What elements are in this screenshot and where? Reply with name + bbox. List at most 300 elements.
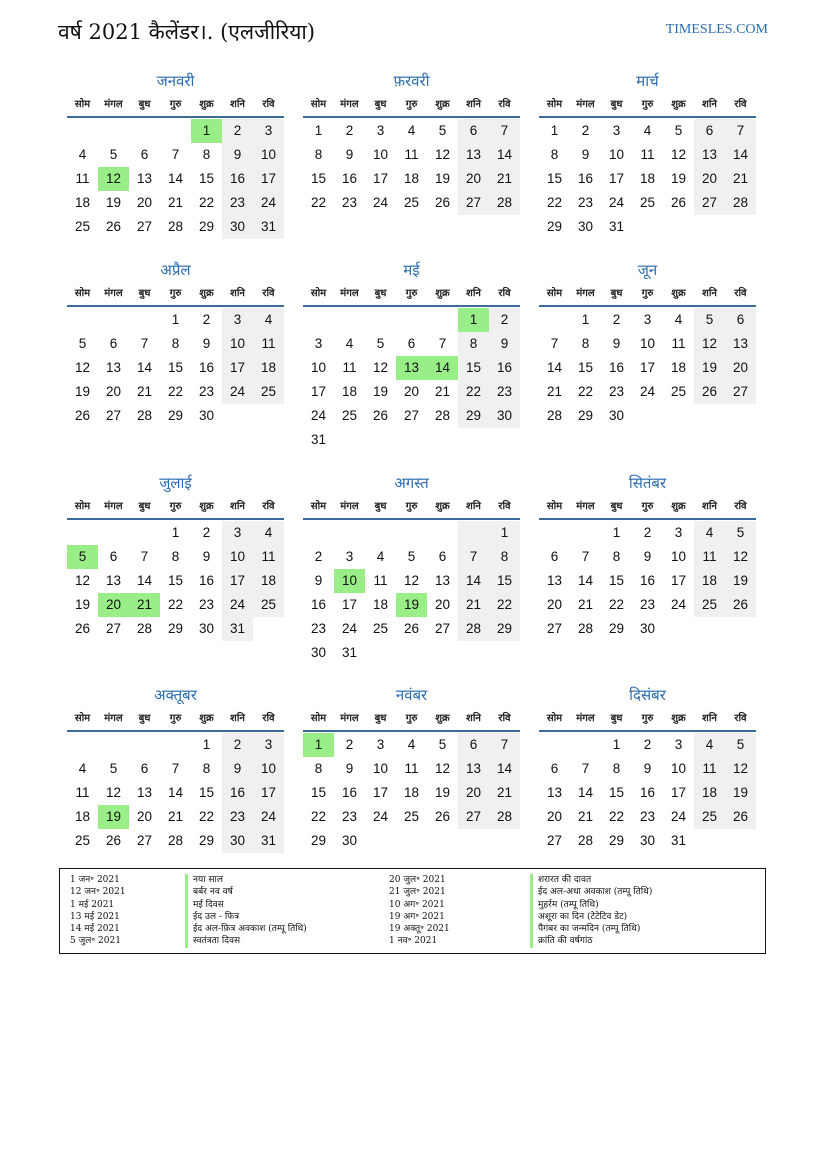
day-cell: 2 [222,119,253,143]
day-cell: 9 [643,549,652,564]
day-grid [303,732,520,852]
day-cell: 31 [253,215,284,239]
month-7 [67,472,284,640]
day-cell: 29 [546,219,563,234]
weekday-label: गुरु [641,501,654,512]
day-cell: 3 [253,119,284,143]
weekday-label: शनि [230,501,245,512]
legend-holiday-name: स्वतंत्रता दिवस [185,935,307,947]
day-cell: 1 [581,312,590,327]
day-cell: 15 [198,171,215,186]
month-name: फ़रवरी [393,72,430,90]
day-cell: 23 [341,809,358,824]
day-cell: 21 [577,809,594,824]
day-cell: 30 [341,833,358,848]
weekday-label: गुरु [169,501,182,512]
day-cell: 1 [171,525,180,540]
month-3 [539,70,756,238]
weekday-label: शनि [230,713,245,724]
day-cell: 9 [345,147,354,162]
legend-holiday-name: मुहर्रम (तम्पू तिथि) [530,899,652,911]
weekday-label: शनि [702,288,717,299]
weekday-label: रवि [734,501,747,512]
day-cell: 28 [167,833,184,848]
day-cell: 7 [489,119,520,143]
month-12 [539,684,756,852]
day-grid [303,520,520,664]
legend-date: 1 मई 2021 [70,899,115,910]
day-cell: 21 [489,167,520,191]
day-cell: 25 [694,593,725,617]
month-8 [303,472,520,664]
weekday-label: गुरु [641,288,654,299]
day-cell: 14 [136,573,153,588]
day-cell: 16 [310,597,327,612]
day-cell: 11 [404,761,419,776]
day-grid [303,118,520,214]
day-cell: 16 [489,356,520,380]
day-cell: 16 [608,360,625,375]
day-cell: 29 [198,833,215,848]
day-cell: 13 [546,785,563,800]
day-cell: 14 [577,573,594,588]
weekday-label: बुध [374,288,387,299]
weekday-label: मंगल [576,501,595,512]
day-cell: 27 [725,380,756,404]
day-cell: 15 [198,785,215,800]
day-cell: 26 [725,805,756,829]
day-cell: 27 [546,833,563,848]
day-cell: 21 [489,781,520,805]
day-cell: 11 [253,332,284,356]
day-cell: 11 [694,545,725,569]
day-cell: 20 [105,384,122,399]
day-cell: 8 [581,336,590,351]
day-cell: 2 [222,733,253,757]
day-grid [67,732,284,852]
day-cell: 18 [694,569,725,593]
day-cell: 24 [372,809,389,824]
day-cell: 7 [581,549,590,564]
day-cell: 10 [639,336,656,351]
day-cell: 17 [670,573,687,588]
holiday-day: 5 [67,545,98,569]
day-cell: 10 [670,761,687,776]
day-cell: 24 [253,191,284,215]
day-cell: 18 [403,785,420,800]
day-cell: 16 [341,171,358,186]
weekday-label: मंगल [576,713,595,724]
day-cell: 18 [403,171,420,186]
day-cell: 26 [105,833,122,848]
weekday-label: सोम [74,99,91,110]
weekday-label: सोम [546,713,563,724]
day-cell: 29 [577,408,594,423]
day-cell: 5 [725,733,756,757]
day-cell: 8 [171,549,180,564]
legend-left-names [185,874,307,948]
day-cell: 27 [136,833,153,848]
day-cell: 11 [404,147,419,162]
day-cell: 28 [546,408,563,423]
weekday-label: बुध [610,288,623,299]
weekday-label: रवि [498,99,511,110]
day-cell: 26 [725,593,756,617]
day-cell: 14 [136,360,153,375]
legend-date: 1 जन॰ 2021 [70,875,120,885]
day-cell: 13 [546,573,563,588]
weekday-label: सोम [310,713,327,724]
day-cell: 7 [725,119,756,143]
day-cell: 23 [639,809,656,824]
day-cell: 22 [577,384,594,399]
day-cell: 28 [136,621,153,636]
weekday-label: मंगल [340,501,359,512]
day-cell: 26 [434,195,451,210]
holiday-day: 1 [191,119,222,143]
day-cell: 29 [458,404,489,428]
day-cell: 25 [341,408,358,423]
day-cell: 3 [222,521,253,545]
day-cell: 23 [577,195,594,210]
weekday-label: सोम [310,99,327,110]
weekday-label: गुरु [169,99,182,110]
holiday-day: 1 [303,733,334,757]
weekday-header [303,496,520,520]
day-cell: 28 [725,191,756,215]
day-cell: 13 [136,171,153,186]
day-cell: 22 [167,597,184,612]
legend-holiday-name: अशूरा का दिन (टेटेटिव डेट) [530,911,652,923]
day-cell: 15 [310,785,327,800]
day-grid [303,307,520,451]
legend-holiday-name: नया साल [185,874,307,886]
day-cell: 16 [341,785,358,800]
day-cell: 12 [670,147,687,162]
weekday-label: बुध [374,501,387,512]
day-cell: 11 [75,171,90,186]
day-cell: 9 [222,143,253,167]
day-cell: 22 [310,195,327,210]
weekday-header [67,283,284,307]
weekday-label: रवि [498,288,511,299]
day-cell: 8 [171,336,180,351]
day-cell: 11 [75,785,90,800]
day-cell: 28 [577,621,594,636]
day-cell: 30 [198,621,215,636]
day-cell: 6 [725,308,756,332]
month-name: सितंबर [628,474,667,492]
day-cell: 4 [253,521,284,545]
month-11 [303,684,520,852]
weekday-label: बुध [374,713,387,724]
day-cell: 9 [202,549,211,564]
day-cell: 17 [608,171,625,186]
day-cell: 10 [253,143,284,167]
day-cell: 3 [314,336,323,351]
day-cell: 8 [458,332,489,356]
day-cell: 20 [725,356,756,380]
weekday-label: रवि [498,501,511,512]
day-cell: 28 [434,408,451,423]
weekday-label: गुरु [169,288,182,299]
weekday-label: गुरु [405,99,418,110]
day-cell: 2 [202,312,211,327]
weekday-label: शनि [230,288,245,299]
weekday-label: मंगल [576,99,595,110]
day-cell: 16 [639,785,656,800]
day-cell: 7 [458,545,489,569]
day-cell: 2 [612,312,621,327]
weekday-label: गुरु [405,501,418,512]
day-cell: 21 [546,384,563,399]
day-cell: 20 [458,167,489,191]
day-cell: 15 [608,785,625,800]
weekday-label: सोम [310,501,327,512]
day-cell: 6 [140,761,149,776]
day-cell: 24 [253,805,284,829]
day-cell: 7 [581,761,590,776]
day-cell: 3 [376,737,385,752]
legend-date: 20 जुल॰ 2021 [389,875,446,885]
day-cell: 28 [489,805,520,829]
day-cell: 8 [202,147,211,162]
day-cell: 17 [222,569,253,593]
day-cell: 4 [345,336,354,351]
day-cell: 25 [403,195,420,210]
weekday-label: शुक्र [199,288,214,299]
legend-date: 1 नव॰ 2021 [389,936,438,947]
day-cell: 31 [222,617,253,641]
day-cell: 14 [577,785,594,800]
day-cell: 12 [105,785,122,800]
day-cell: 9 [489,332,520,356]
weekday-label: मंगल [104,288,123,299]
day-cell: 11 [373,573,388,588]
day-cell: 30 [222,829,253,853]
legend-holiday-name: ईद उल - फित्र [185,911,307,923]
day-cell: 30 [489,404,520,428]
legend-date: 13 मई 2021 [70,911,120,922]
day-cell: 8 [612,761,621,776]
day-cell: 26 [74,621,91,636]
legend-date: 19 अग॰ 2021 [389,911,445,922]
day-cell: 3 [253,733,284,757]
holiday-day: 13 [396,356,427,380]
day-cell: 4 [253,308,284,332]
day-cell: 31 [341,645,358,660]
day-cell: 29 [608,621,625,636]
day-cell: 16 [577,171,594,186]
day-cell: 24 [222,593,253,617]
day-cell: 18 [74,809,91,824]
day-cell: 25 [694,805,725,829]
day-cell: 30 [577,219,594,234]
day-cell: 25 [253,593,284,617]
weekday-header [539,496,756,520]
day-grid [539,307,756,427]
day-cell: 4 [694,733,725,757]
weekday-label: बुध [138,713,151,724]
day-cell: 24 [608,195,625,210]
day-cell: 19 [434,785,451,800]
weekday-label: शनि [702,713,717,724]
day-cell: 25 [670,384,687,399]
weekday-header [303,283,520,307]
legend-holiday-name: पैगंबर का जन्मदिन (तम्पू तिथि) [530,923,652,935]
day-cell: 23 [341,195,358,210]
day-cell: 19 [725,569,756,593]
weekday-label: रवि [734,99,747,110]
day-cell: 14 [458,569,489,593]
day-cell: 2 [314,549,323,564]
day-cell: 21 [434,384,451,399]
day-cell: 13 [725,332,756,356]
day-cell: 1 [550,123,559,138]
day-cell: 5 [438,737,447,752]
day-cell: 6 [438,549,447,564]
day-cell: 22 [198,195,215,210]
day-cell: 29 [167,621,184,636]
day-cell: 2 [345,737,354,752]
day-cell: 17 [253,167,284,191]
day-cell: 26 [74,408,91,423]
weekday-label: रवि [734,713,747,724]
day-cell: 18 [253,356,284,380]
day-cell: 6 [407,336,416,351]
day-cell: 29 [608,833,625,848]
day-grid [67,118,284,238]
day-cell: 20 [694,167,725,191]
month-name: अप्रैल [160,261,191,279]
day-cell: 15 [608,573,625,588]
day-cell: 26 [105,219,122,234]
day-cell: 28 [136,408,153,423]
weekday-label: सोम [74,713,91,724]
legend-right-dates [389,874,450,948]
day-cell: 22 [198,809,215,824]
weekday-label: बुध [610,713,623,724]
day-cell: 6 [550,549,559,564]
day-cell: 24 [670,597,687,612]
day-cell: 28 [489,191,520,215]
day-grid [539,520,756,640]
month-9 [539,472,756,640]
weekday-label: शनि [466,713,481,724]
day-cell: 27 [403,408,420,423]
day-cell: 4 [78,761,87,776]
day-cell: 20 [136,195,153,210]
weekday-label: मंगल [340,713,359,724]
day-cell: 20 [136,809,153,824]
day-cell: 6 [140,147,149,162]
day-cell: 12 [434,147,451,162]
day-cell: 23 [222,191,253,215]
day-cell: 24 [310,408,327,423]
day-cell: 17 [372,785,389,800]
weekday-label: सोम [74,288,91,299]
day-cell: 12 [74,573,91,588]
day-cell: 10 [310,360,327,375]
day-cell: 30 [198,408,215,423]
weekday-label: बुध [138,501,151,512]
weekday-label: शुक्र [435,501,450,512]
day-cell: 23 [198,597,215,612]
site-link[interactable]: TIMESLES.COM [665,22,768,37]
month-name: जून [637,261,658,279]
day-cell: 12 [403,573,420,588]
day-cell: 13 [458,143,489,167]
weekday-label: रवि [262,288,275,299]
day-cell: 15 [458,356,489,380]
weekday-label: मंगल [340,288,359,299]
day-cell: 18 [372,597,389,612]
weekday-header [539,94,756,118]
day-cell: 25 [639,195,656,210]
day-cell: 4 [78,147,87,162]
legend-left-dates [70,874,126,948]
holiday-day: 20 [98,593,129,617]
day-cell: 15 [577,360,594,375]
day-cell: 3 [674,525,683,540]
day-cell: 22 [608,809,625,824]
legend-date: 21 जुल॰ 2021 [389,887,446,898]
day-cell: 11 [342,360,357,375]
day-cell: 21 [725,167,756,191]
holiday-day: 19 [98,805,129,829]
weekday-label: सोम [546,99,563,110]
weekday-label: बुध [138,288,151,299]
day-cell: 25 [74,833,91,848]
weekday-label: मंगल [576,288,595,299]
day-cell: 6 [109,336,118,351]
day-cell: 26 [670,195,687,210]
day-cell: 27 [434,621,451,636]
day-cell: 17 [341,597,358,612]
weekday-label: मंगल [104,501,123,512]
month-name: मार्च [636,72,659,90]
day-cell: 1 [202,737,211,752]
weekday-label: शुक्र [435,288,450,299]
day-cell: 22 [310,809,327,824]
weekday-label: शुक्र [199,501,214,512]
weekday-label: सोम [310,288,327,299]
day-cell: 23 [198,384,215,399]
day-cell: 3 [674,737,683,752]
day-cell: 5 [725,521,756,545]
day-cell: 5 [407,549,416,564]
day-cell: 7 [140,336,149,351]
day-cell: 24 [372,195,389,210]
day-cell: 25 [372,621,389,636]
month-1 [67,70,284,238]
weekday-label: शुक्र [435,713,450,724]
weekday-label: शनि [466,288,481,299]
month-2 [303,70,520,214]
day-cell: 4 [643,123,652,138]
day-cell: 22 [546,195,563,210]
day-cell: 5 [376,336,385,351]
day-grid [67,520,284,640]
day-cell: 1 [612,525,621,540]
day-cell: 30 [222,215,253,239]
weekday-label: रवि [262,713,275,724]
day-cell: 24 [222,380,253,404]
weekday-label: शुक्र [671,501,686,512]
day-grid [539,732,756,852]
day-cell: 29 [310,833,327,848]
legend-date: 19 अक्तू॰ 2021 [389,924,450,935]
